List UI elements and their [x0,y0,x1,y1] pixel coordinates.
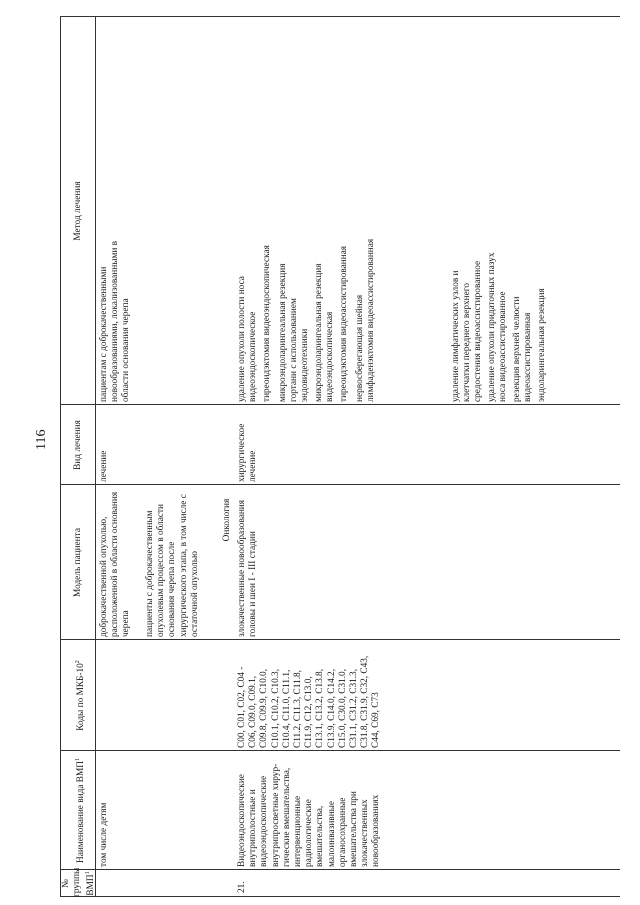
row-21-method-3: микроэндоларингеальная резекция гортани с использованием эндовидеотехники [278,263,311,402]
row-21-method-2: тиреоидэктомия видеоэндоскопическая [262,245,272,402]
col-divider-5 [60,484,620,485]
row-21-method-1: удаление опухоли полости носа видеоэндоскопическое [237,276,259,402]
header-treatment-method: Метод лечения [73,181,83,241]
header-treatment-type: Вид лечения [73,420,83,470]
header-vmp-name: Наименование вида ВМП$^1$ [75,758,87,863]
row-21-method-5: тиреоидэктомия видеоассистированная [339,245,349,402]
row-21-name: Видеоэндоскопические внутриполостные и видеоэндоскопические внутрипросветные хирур- гические вмешательства, интервенционные радиологические вмешательства, малоинвазивные органосохранные вмешательства при злокачественных новообразованиях [237,763,382,867]
page-number: 116 [34,429,49,450]
table-top-border [60,17,61,897]
col-divider-4 [60,639,620,640]
row-21-method-4: микроэндоларингеальная резекция видеоэндоскопическая [314,263,336,402]
col-divider-2 [60,869,620,870]
header-patient-model: Модель пациента [73,528,83,597]
header-group-number: № группы ВМП$^1$ [61,867,97,897]
cont-model-1: доброкачественной опухолью, расположенной в области основания черепа [99,491,132,637]
col-divider-7 [60,16,620,17]
col-divider-3 [60,750,620,751]
col-divider-6 [60,404,620,405]
row-21-method-8: удаление опухоли придаточных пазух носа видеоассистированное [487,252,509,402]
row-21-method-10: эндоларингеальная резекция [537,288,547,402]
section-oncology: Онкология [222,498,232,542]
row-21-number: 21. [237,881,247,893]
row-21-method-9: резекция верхней челюсти видеоассистированная [512,296,534,402]
col-divider-1 [60,896,620,897]
row-21-model: злокачественные новообразования головы и шеи I - III стадии [237,499,259,637]
cont-model-2: пациенты с доброкачественным опухолевым процессом в области основания черепа после хирургического этапа, в том числе с остаточной опухолью [145,494,200,637]
header-bottom-border [95,17,96,897]
cont-method-1: пациентам с доброкачественными новообразованиями, локализованными в области основания черепа [99,240,132,402]
header-icd-codes: Коды по МКБ-$10^2$ [75,660,87,731]
cont-type-1: лечение [99,450,109,482]
row-21-codes: C00, C01, C02, C04 - C06, C09.0, C09.1, C09.8, C09.9, C10.0, C10.1, C10.2, C10.3, C10.4, C11.0, C11.1, C11.2, C11.3, C11.8, C11.9, C12, C13.0, C13.1, C13.2, C13.8, C13.9, C14.0, C14.2, C15.0, C30.0, C31.0, C31.1, C31.2, C31.3, C31.8, C31.9, C32, C43, C44, C69, C73 [237,655,382,748]
row-21-type: хирургическое лечение [237,423,259,482]
row-21-method-7: удаление лимфатических узлов и клетчатки переднего верхнего средостения видеоассистированное [451,260,484,402]
row-21-method-6: нервосберегающая шейная лимфаденэктомия видеоассистированная [355,238,377,402]
cont-name: том числе детям [99,802,109,867]
